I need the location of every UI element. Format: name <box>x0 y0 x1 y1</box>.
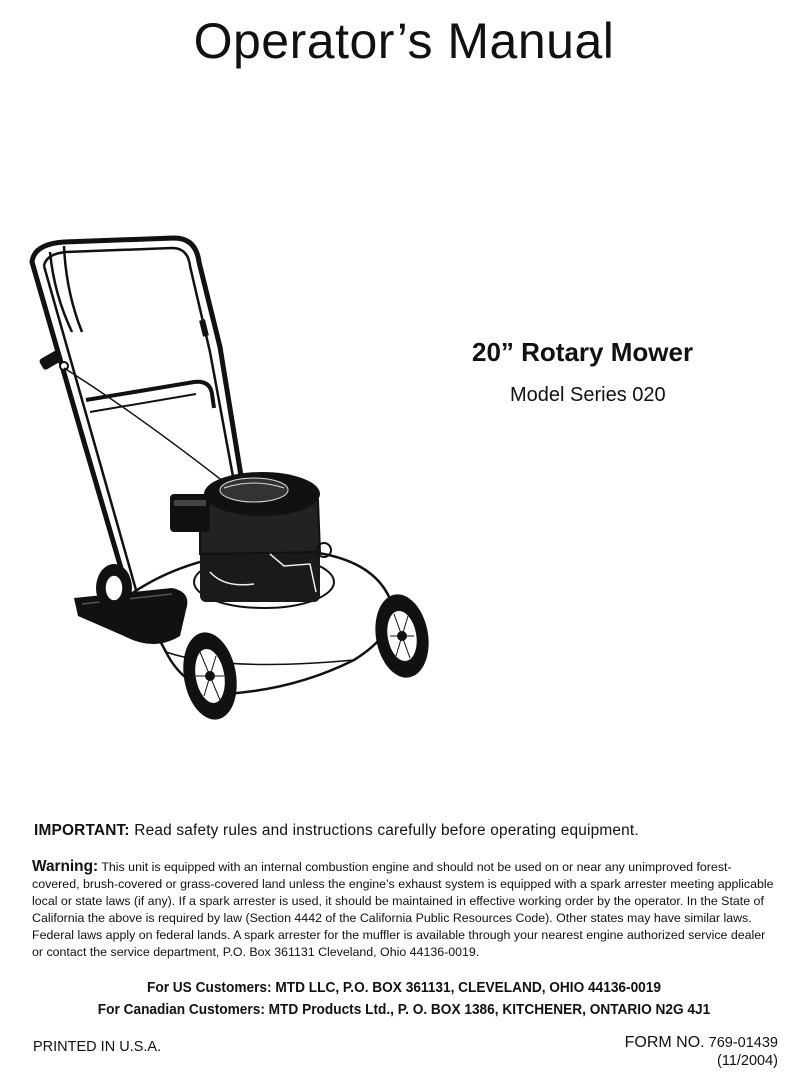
lawn-mower-illustration <box>24 232 444 728</box>
printed-in: PRINTED IN U.S.A. <box>33 1039 162 1055</box>
product-name: 20” Rotary Mower <box>472 337 694 367</box>
important-text: Read safety rules and instructions carefully before operating equipment. <box>134 822 639 839</box>
warning-label: Warning: <box>32 858 99 875</box>
manual-title: Operator’s Manual <box>193 13 615 69</box>
us-customers-address: For US Customers: MTD LLC, P.O. BOX 361131, CLEVELAND, OHIO 44136-0019 <box>146 979 661 996</box>
canadian-customers-address: For Canadian Customers: MTD Products Ltd., P. O. BOX 1386, KITCHENER, ONTARIO N2G 4J1 <box>97 1001 711 1018</box>
form-date: (11/2004) <box>717 1053 778 1069</box>
form-number: 769-01439 <box>708 1035 778 1051</box>
form-label: FORM NO. <box>624 1034 705 1051</box>
important-notice <box>34 822 794 840</box>
model-series: Model Series 020 <box>510 384 666 406</box>
important-label: IMPORTANT: <box>34 822 130 839</box>
warning-text: This unit is equipped with an internal combustion engine and should not be used on or near any unimproved forest-covered, brush-covered or grass-covered land unless the engine’s exhaust system is equipped with a spark arrester meeting applicable local or state laws (if any). If a spark arrester is used, it should be maintained in effective working order by the operator. In the State of California the above is required by law (Section 4442 of the California Public Resources Code). Other states may have similar laws. Federal laws apply on federal lands. A spark arrester for the muffler is available through your nearest engine authorized service dealer or contact the service department, P.O. Box 361131 Cleveland, Ohio 44136-0019. <box>32 860 774 959</box>
warning-notice <box>32 858 776 961</box>
form-number-block <box>625 1034 778 1070</box>
